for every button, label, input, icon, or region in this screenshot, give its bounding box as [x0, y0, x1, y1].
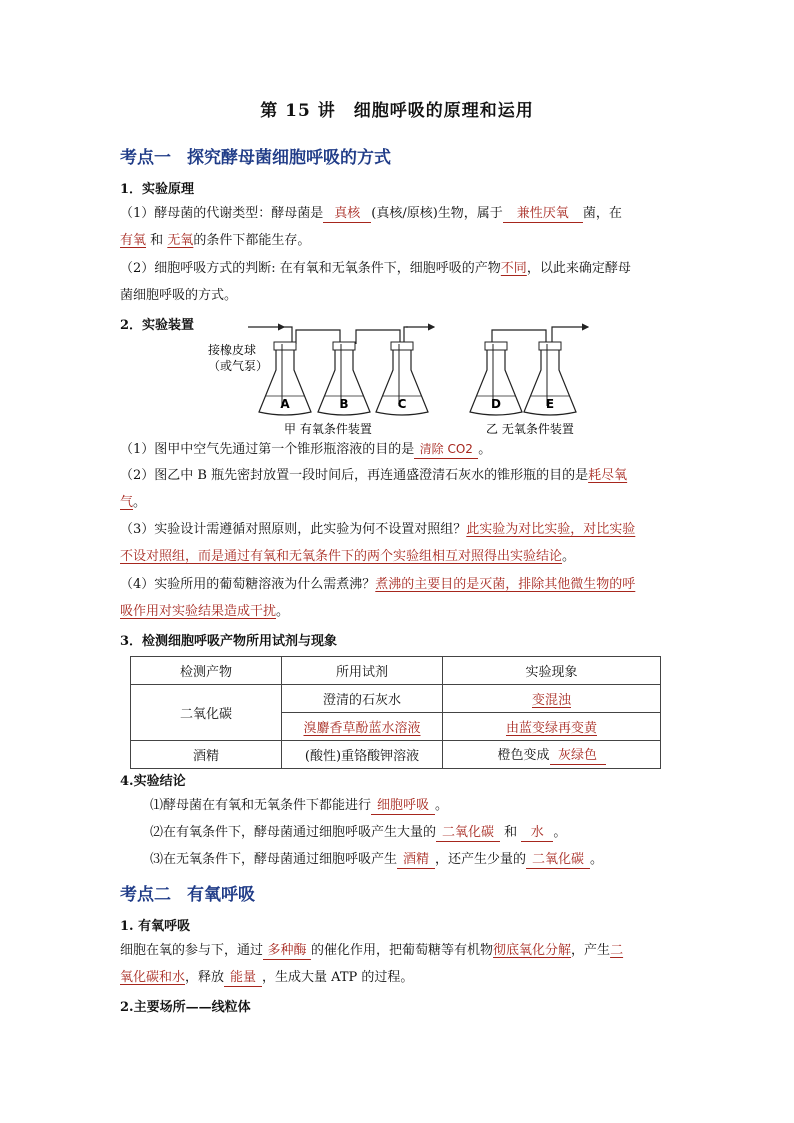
subheading-site: 2.主要场所——线粒体	[120, 1000, 251, 1015]
table-cell	[443, 685, 661, 713]
flask-d	[470, 342, 522, 415]
answer-blank: 二	[610, 943, 624, 958]
apparatus-figure	[196, 318, 596, 438]
section-number: 考点一	[120, 148, 171, 168]
answer-blank: 不设对照组，而是通过有氧和无氧条件下的两个实验组相互对照得出实验结论	[120, 549, 563, 564]
section-heading-2	[120, 880, 255, 905]
answer-blank: 灰绿色	[550, 747, 606, 765]
text: ⑴酵母菌在有氧和无氧条件下都能进行	[150, 798, 372, 813]
text: 。	[562, 549, 576, 564]
answer-blank: 无氧	[167, 233, 194, 248]
text: 的条件下都能生存。	[193, 233, 311, 248]
answer-blank: 耗尽氧	[588, 468, 628, 483]
answer-blank: 煮沸的主要目的是灭菌，排除其他微生物的呼	[375, 577, 636, 592]
answer-blank: 此实验为对比实验，对比实验	[466, 522, 636, 537]
lesson-topic: 细胞呼吸的原理和运用	[353, 101, 534, 121]
conclusion-3	[150, 846, 710, 873]
flask-c	[376, 342, 428, 415]
section-title: 有氧呼吸	[187, 885, 255, 905]
text: 菌，在	[582, 206, 622, 221]
flask-label: A	[280, 397, 290, 411]
subheading-apparatus: 2．实验装置	[120, 318, 195, 333]
text: (真核/原核)生物，属于	[371, 206, 503, 221]
text: 。	[478, 442, 492, 457]
answer-blank: 清除 CO2	[414, 441, 478, 459]
text: ，以此来确定酵母	[526, 261, 631, 276]
text: ，还产生少量的	[435, 852, 527, 867]
text: 橙色变成	[497, 748, 550, 763]
answer-blank: 气	[120, 495, 134, 510]
section-number: 考点二	[120, 885, 171, 905]
table-header: 检测产物	[131, 657, 282, 685]
table-cell	[443, 713, 661, 741]
text: 菌细胞呼吸的方式。	[120, 288, 238, 303]
text: ，产生	[571, 943, 611, 958]
text: （3）实验设计需遵循对照原则，此实验为何不设置对照组？	[120, 522, 467, 537]
conclusion-1	[150, 792, 710, 819]
section-title: 探究酵母菌细胞呼吸的方式	[187, 148, 391, 168]
table-cell: (酸性)重铬酸钾溶液	[282, 741, 443, 769]
question-3	[120, 516, 680, 570]
text: （2）图乙中 B 瓶先密封放置一段时间后，再连通盛澄清石灰水的锥形瓶的目的是	[120, 468, 589, 483]
subheading-aerobic: 1. 有氧呼吸	[120, 919, 191, 934]
answer-blank: 多种酶	[263, 942, 311, 960]
text: 的催化作用，把葡萄糖等有机物	[311, 943, 494, 958]
table-cell	[282, 713, 443, 741]
answer-blank: 变混浊	[531, 693, 571, 708]
lesson-number: 第 15 讲	[260, 101, 336, 121]
subheading-conclusion: 4.实验结论	[120, 774, 186, 789]
answer-blank: 能量	[224, 969, 262, 987]
flask-a	[259, 342, 311, 415]
text: ⑵在有氧条件下，酵母菌通过细胞呼吸产生大量的	[150, 825, 437, 840]
flask-label: C	[397, 397, 407, 411]
flask-label: E	[545, 397, 555, 411]
text: 。	[133, 495, 147, 510]
caption-aerobic: 甲 有氧条件装置	[284, 422, 372, 436]
text: 和	[504, 825, 518, 840]
flask-e	[524, 342, 576, 415]
pump-label-2: （或气泵）	[208, 359, 269, 373]
answer-blank: 二氧化碳	[526, 851, 590, 869]
text: ，释放	[185, 970, 225, 985]
table-row	[131, 741, 661, 769]
question-2	[120, 462, 680, 516]
table-cell: 澄清的石灰水	[282, 685, 443, 713]
table-header: 所用试剂	[282, 657, 443, 685]
answer-blank: 二氧化碳	[436, 824, 500, 842]
paragraph-respiration-judgement	[120, 255, 680, 309]
conclusion-2	[150, 819, 710, 846]
paragraph-aerobic	[120, 937, 680, 991]
text: 。	[276, 604, 290, 619]
detection-table	[130, 656, 661, 769]
answer-blank: 彻底氧化分解	[493, 943, 572, 958]
question-1	[120, 436, 680, 463]
text: ⑶在无氧条件下，酵母菌通过细胞呼吸产生	[150, 852, 398, 867]
table-header: 实验现象	[443, 657, 661, 685]
text: 。	[553, 825, 567, 840]
answer-blank: 吸作用对实验结果造成干扰	[120, 604, 277, 619]
answer-blank: 细胞呼吸	[371, 797, 435, 815]
table-cell: 酒精	[131, 741, 282, 769]
answer-blank: 酒精	[397, 851, 435, 869]
subheading-principle: 1．实验原理	[120, 182, 195, 197]
answer-blank: 溴麝香草酚蓝水溶液	[303, 721, 421, 736]
answer-blank: 有氧	[120, 233, 147, 248]
text: 细胞在氧的参与下，通过	[120, 943, 264, 958]
subheading-detection: 3．检测细胞呼吸产物所用试剂与现象	[120, 634, 338, 649]
question-4	[120, 571, 680, 625]
text: （1）图甲中空气先通过第一个锥形瓶溶液的目的是	[120, 442, 415, 457]
text: 和	[150, 233, 164, 248]
flask-label: D	[491, 397, 501, 411]
table-cell	[443, 741, 661, 769]
answer-blank: 兼性厌氧	[503, 205, 583, 223]
caption-anaerobic: 乙 无氧条件装置	[486, 422, 574, 436]
answer-blank: 不同	[500, 261, 527, 276]
text: 。	[435, 798, 449, 813]
page-title	[0, 96, 794, 121]
text: ，生成大量 ATP 的过程。	[262, 970, 414, 985]
table-header-row	[131, 657, 661, 685]
paragraph-metabolism	[120, 200, 680, 254]
table-cell: 二氧化碳	[131, 685, 282, 741]
text: （1）酵母菌的代谢类型：酵母菌是	[120, 206, 324, 221]
answer-blank: 水	[521, 824, 553, 842]
pump-label-1: 接橡皮球	[208, 343, 257, 357]
flask-label: B	[339, 397, 349, 411]
text: （4）实验所用的葡萄糖溶液为什么需煮沸？	[120, 577, 376, 592]
answer-blank: 氧化碳和水	[120, 970, 186, 985]
table-row	[131, 685, 661, 713]
answer-blank: 由蓝变绿再变黄	[505, 721, 597, 736]
section-heading-1	[120, 143, 391, 168]
answer-blank: 真核	[323, 205, 371, 223]
text: （2）细胞呼吸方式的判断: 在有氧和无氧条件下，细胞呼吸的产物	[120, 261, 501, 276]
text: 。	[590, 852, 604, 867]
flask-b	[318, 342, 370, 415]
